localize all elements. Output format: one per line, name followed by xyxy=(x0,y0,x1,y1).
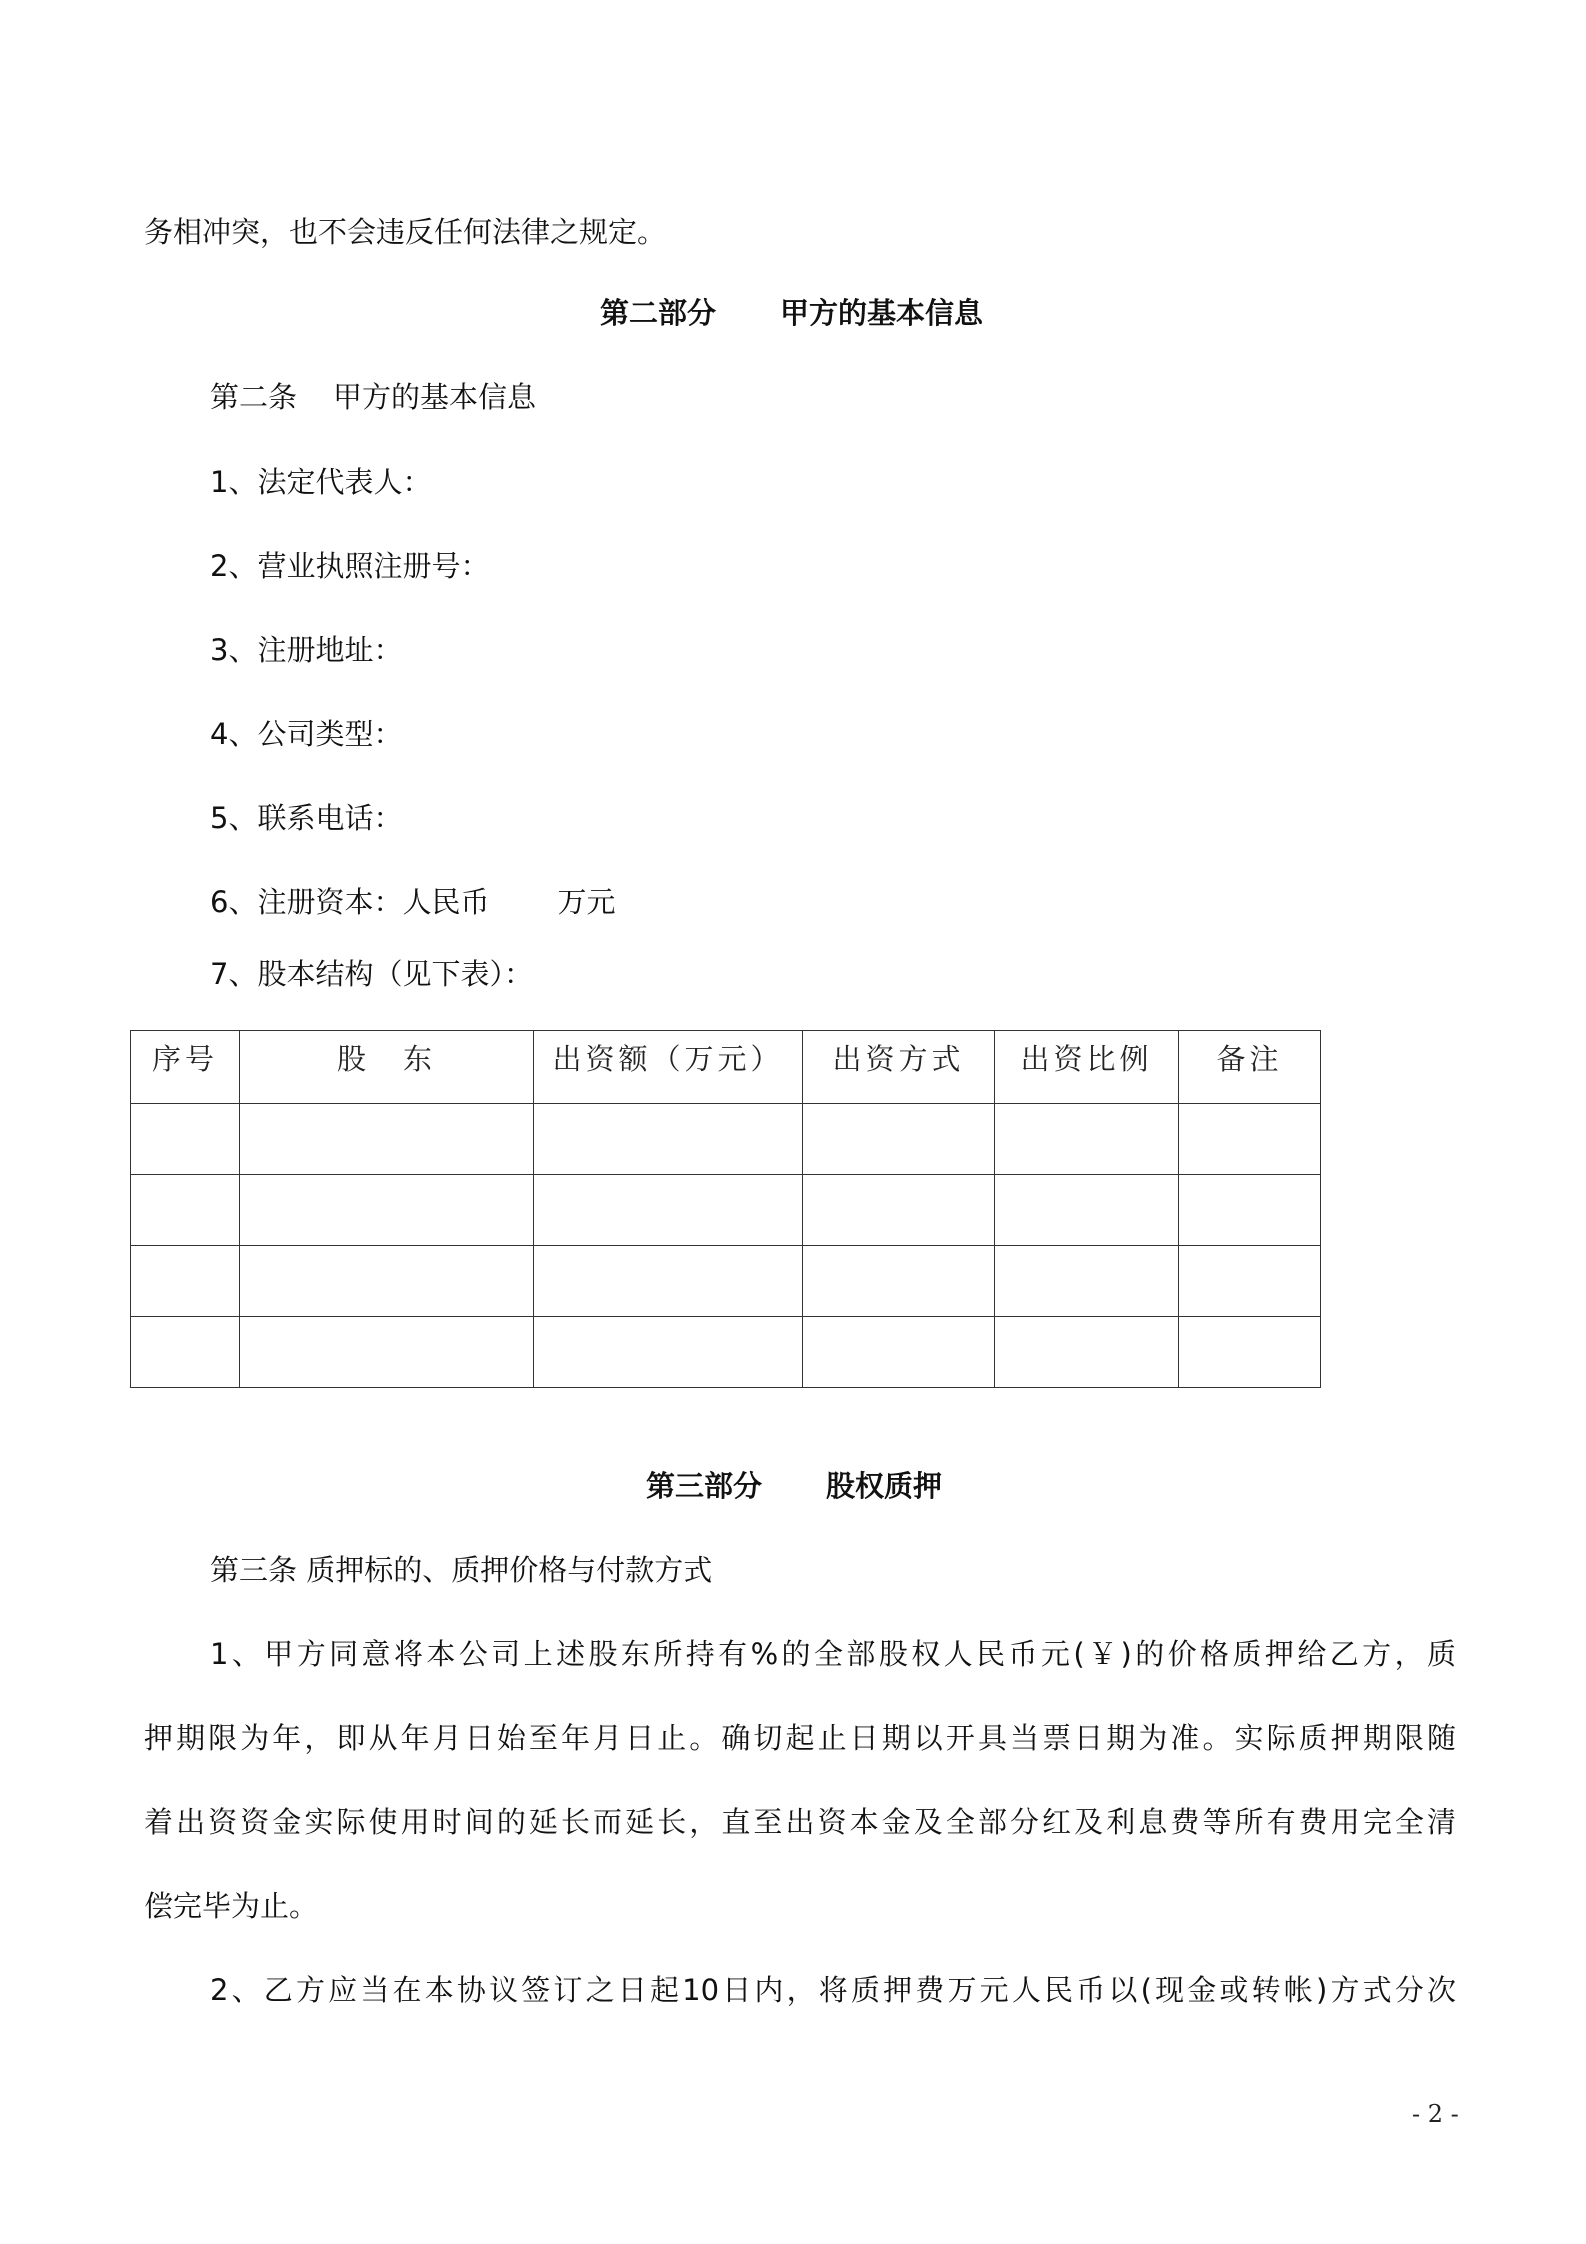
table-cell xyxy=(240,1246,534,1317)
header-contribution-amount: 出资额（万元） xyxy=(534,1031,803,1104)
pledge-paragraph-line-3: 着出资资金实际使用时间的延长而延长，直至出资本金及全部分红及利息费等所有费用完全清 xyxy=(144,1805,1456,1839)
header-shareholder: 股 东 xyxy=(240,1031,534,1104)
item-registered-address: 3、注册地址： xyxy=(210,633,403,667)
table-cell xyxy=(1179,1317,1321,1388)
shareholder-table xyxy=(130,1030,1321,1388)
table-cell xyxy=(131,1175,240,1246)
header-contribution-method: 出资方式 xyxy=(803,1031,995,1104)
table-cell xyxy=(803,1104,995,1175)
item-business-license-number: 2、营业执照注册号： xyxy=(210,549,490,583)
payment-paragraph-line-1: 2、乙方应当在本协议签订之日起10日内，将质押费万元人民币以(现金或转帐)方式分次 xyxy=(210,1973,1456,2007)
pledge-paragraph-line-1: 1、甲方同意将本公司上述股东所持有%的全部股权人民币元(￥)的价格质押给乙方，质 xyxy=(210,1637,1456,1671)
table-cell xyxy=(240,1104,534,1175)
part-two-number: 第二部分 xyxy=(600,296,717,330)
table-cell xyxy=(995,1175,1179,1246)
table-cell xyxy=(240,1317,534,1388)
table-cell xyxy=(1179,1246,1321,1317)
header-remarks: 备注 xyxy=(1179,1031,1321,1104)
table-row xyxy=(131,1175,1321,1246)
item-registered-capital xyxy=(210,882,615,922)
part-three-title: 股权质押 xyxy=(826,1469,943,1503)
item-contact-phone: 5、联系电话： xyxy=(210,801,403,835)
part-three-heading xyxy=(646,1466,942,1506)
table-cell xyxy=(803,1246,995,1317)
part-three-number: 第三部分 xyxy=(646,1469,763,1503)
table-row xyxy=(131,1246,1321,1317)
table-cell xyxy=(1179,1175,1321,1246)
table-header-row xyxy=(131,1031,1321,1104)
table-cell xyxy=(1179,1104,1321,1175)
table-cell xyxy=(534,1317,803,1388)
pledge-paragraph-line-4: 偿完毕为止。 xyxy=(144,1889,319,1923)
page-number: - 2 - xyxy=(1412,2100,1459,2128)
table-cell xyxy=(995,1246,1179,1317)
item-legal-representative: 1、法定代表人： xyxy=(210,465,432,499)
table-cell xyxy=(995,1317,1179,1388)
article-two-heading xyxy=(210,377,536,417)
registered-capital-label: 6、注册资本：人民币 xyxy=(210,885,490,919)
table-row xyxy=(131,1317,1321,1388)
item-share-structure: 7、股本结构（见下表）： xyxy=(210,957,533,991)
table-cell xyxy=(995,1104,1179,1175)
table-cell xyxy=(534,1246,803,1317)
table-cell xyxy=(131,1104,240,1175)
article-two-title: 甲方的基本信息 xyxy=(333,380,537,414)
header-serial-number: 序号 xyxy=(131,1031,240,1104)
header-contribution-ratio: 出资比例 xyxy=(995,1031,1179,1104)
table-cell xyxy=(803,1175,995,1246)
table-row xyxy=(131,1104,1321,1175)
part-two-title: 甲方的基本信息 xyxy=(780,296,984,330)
table-cell xyxy=(534,1104,803,1175)
continuation-text: 务相冲突，也不会违反任何法律之规定。 xyxy=(144,215,667,249)
table-cell xyxy=(131,1317,240,1388)
part-two-heading xyxy=(600,293,983,333)
table-cell xyxy=(803,1317,995,1388)
article-two-number: 第二条 xyxy=(210,380,298,414)
table-cell xyxy=(534,1175,803,1246)
item-company-type: 4、公司类型： xyxy=(210,717,403,751)
table-cell xyxy=(131,1246,240,1317)
table-cell xyxy=(240,1175,534,1246)
article-three-heading: 第三条 质押标的、质押价格与付款方式 xyxy=(210,1553,713,1587)
registered-capital-unit: 万元 xyxy=(557,885,616,919)
pledge-paragraph-line-2: 押期限为年，即从年月日始至年月日止。确切起止日期以开具当票日期为准。实际质押期限随 xyxy=(144,1721,1456,1755)
